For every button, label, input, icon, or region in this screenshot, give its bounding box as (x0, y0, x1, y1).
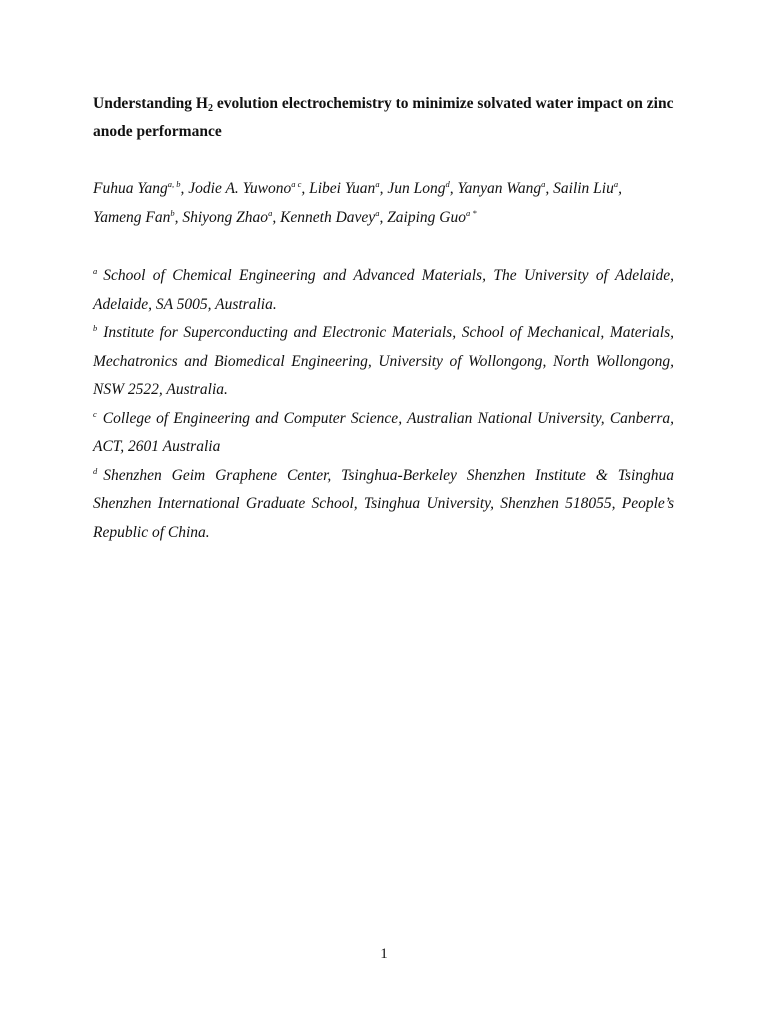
author-separator: , (379, 180, 388, 197)
affiliation-mark: b (93, 323, 98, 333)
affiliation-text: Shenzhen Geim Graphene Center, Tsinghua-Berkeley Shenzhen Institute & Tsinghua Shenzhen International Graduate School, Tsinghua University, Shenzhen 518055, People’s Republic of China. (93, 466, 674, 541)
author-name: Shiyong Zhao (182, 209, 269, 226)
affiliation-a (93, 262, 674, 319)
author (387, 180, 457, 197)
author-name: Kenneth Davey (280, 209, 376, 226)
author-affiliation-mark: a (613, 179, 619, 189)
author-name: Libei Yuan (309, 180, 376, 197)
affiliation-text: School of Chemical Engineering and Advanced Materials, The University of Adelaide, Adelaide, SA 5005, Australia. (93, 267, 674, 313)
affiliation-text: College of Engineering and Computer Science, Australian National University, Canberra, ACT, 2601 Australia (93, 409, 674, 455)
author-separator: , (180, 180, 189, 197)
author-name: Fuhua Yang (93, 180, 168, 197)
author-affiliation-mark: a, b (167, 179, 181, 189)
paper-title (93, 90, 674, 146)
author-affiliation-mark: a * (466, 208, 477, 218)
affiliation-b (93, 319, 674, 405)
author (188, 180, 309, 197)
author-name: Jun Long (387, 180, 446, 197)
author-separator: , (379, 209, 388, 226)
author-affiliation-mark: d (445, 179, 450, 189)
author-name: Yameng Fan (93, 209, 171, 226)
author (553, 180, 622, 197)
author-name: Jodie A. Yuwono (188, 180, 292, 197)
affiliation-mark: c (93, 408, 97, 419)
author-name: Sailin Liu (553, 180, 614, 197)
author (182, 209, 280, 226)
title-part-2: evolution electrochemistry to minimize solvated water impact on zinc anode performance (93, 95, 674, 140)
author (457, 180, 553, 197)
affiliation-mark: d (93, 465, 98, 476)
title-subscript: 2 (208, 103, 213, 114)
author-list (93, 174, 674, 232)
affiliation-mark: a (93, 266, 98, 276)
affiliation-d (93, 462, 674, 548)
author-name: Yanyan Wang (457, 180, 542, 197)
affiliation-list (93, 262, 674, 547)
author (309, 180, 387, 197)
author-affiliation-mark: b (170, 208, 175, 218)
author-separator: , (272, 209, 281, 226)
author-separator: , (174, 209, 183, 226)
author-separator: , (618, 180, 622, 197)
author-affiliation-mark: a (268, 208, 273, 218)
author-name: Zaiping Guo (387, 209, 466, 226)
title-part-1: Understanding H (93, 95, 208, 112)
author-separator: , (545, 180, 554, 197)
author-affiliation-mark: a c (291, 179, 302, 189)
author (93, 180, 188, 197)
page-number: 1 (380, 946, 388, 962)
affiliation-c (93, 405, 674, 462)
author (93, 209, 182, 226)
author (387, 209, 476, 226)
author-affiliation-mark: a (541, 179, 546, 189)
author-affiliation-mark: a (375, 208, 380, 218)
author-separator: , (301, 180, 310, 197)
affiliation-text: Institute for Superconducting and Electronic Materials, School of Mechanical, Materials, Mechatronics and Biomedical Engineering, University of Wollongong, North Wollongong, NSW 2522, Australia. (93, 324, 674, 398)
author (280, 209, 387, 226)
author-affiliation-mark: a (375, 179, 380, 189)
front-matter (93, 90, 674, 547)
author-separator: , (449, 180, 458, 197)
